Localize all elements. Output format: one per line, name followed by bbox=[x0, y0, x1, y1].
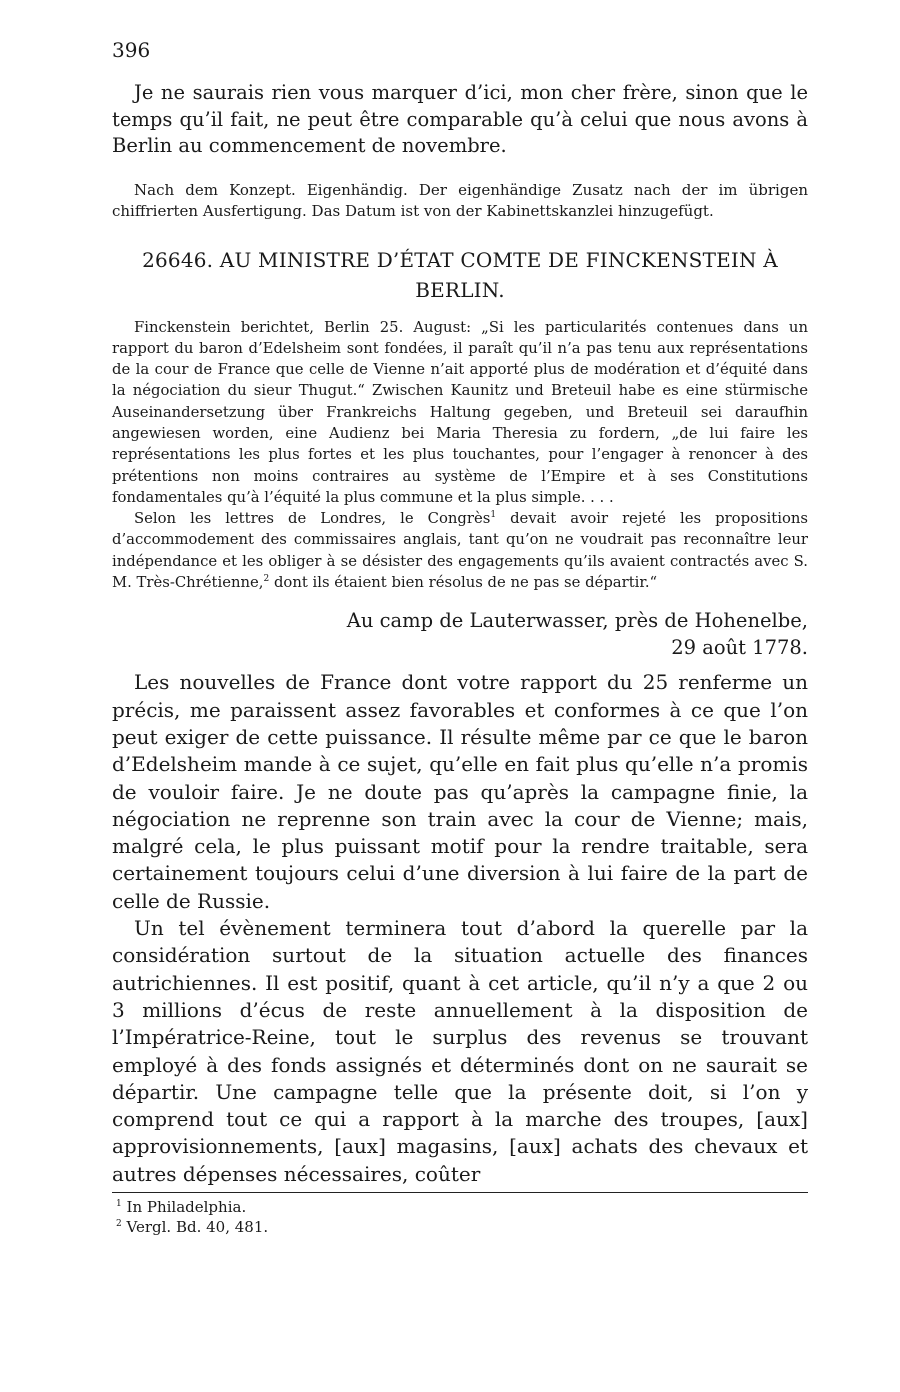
opening-paragraph: Je ne saurais rien vous marquer d’ici, mon cher frère, sinon que le temps qu’il fait, ne peut être comparable qu’à celui que nous avons à Berlin au commencement de novembre. bbox=[112, 81, 808, 157]
dateline-place: Au camp de Lauterwasser, près de Hohenelbe, bbox=[346, 609, 808, 633]
footnote-ref: 1 bbox=[490, 510, 497, 521]
summary-text: Selon les lettres de Londres, le Congrès bbox=[134, 510, 491, 528]
footnote-text: In Philadelphia. bbox=[126, 1198, 247, 1216]
footnote-mark: 2 bbox=[116, 1219, 122, 1229]
footnote-mark: 1 bbox=[116, 1199, 122, 1209]
summary-text: dont ils étaient bien résolus de ne pas se départir.“ bbox=[269, 574, 658, 592]
footnote bbox=[112, 1217, 808, 1237]
body-paragraph: Les nouvelles de France dont votre rapport du 25 renferme un précis, me paraissent assez favorables et conformes à ce que l’on peut exiger de cette puissance. Il résulte même par ce que le baron d’Edelsheim mande à ce sujet, qu’elle en fait plus qu’elle n’a promis de vouloir faire. Je ne doute pas qu’après la campagne finie, la négociation ne reprenne son train avec la cour de Vienne; mais, malgré cela, le plus puissant motif pour la rendre traitable, sera certainement toujours celui d’une diversion à lui faire de la part de celle de Russie. bbox=[112, 670, 808, 913]
footnote-ref: 2 bbox=[263, 574, 270, 585]
footnote-text: Vergl. Bd. 40, 481. bbox=[126, 1218, 269, 1236]
letter-heading: 26646. AU MINISTRE D’ÉTAT COMTE DE FINCKENSTEIN À BERLIN. bbox=[142, 247, 778, 302]
page-number: 396 bbox=[112, 38, 151, 62]
summary-text: devait avoir rejeté les propositions d’accommodement des commissaires anglais, tant qu’on ne voudrait pas reconnaître leur indépendance et les obliger à se désister des engagements qu’ils avaient contractés avec S. M. Très-Chrétienne, bbox=[112, 510, 808, 592]
dateline bbox=[112, 607, 808, 661]
body-paragraph: Un tel évènement terminera tout d’abord la querelle par la considération surtout de la situation actuelle des finances autrichiennes. Il est positif, quant à cet article, qu’il n’y a que 2 ou 3 millions d’écus de reste annuellement à la disposition de l’Impératrice-Reine, tout le surplus des revenus se trouvant employé à des fonds assignés et déterminés dont on ne saurait se départir. Une campagne telle que la présente doit, si l’on y comprend tout ce qui a rapport à la marche des troupes, [aux] approvisionnements, [aux] magasins, [aux] achats des chevaux et autres dépenses nécessaires, coûter bbox=[112, 916, 808, 1186]
dateline-date: 29 août 1778. bbox=[671, 636, 808, 660]
document-page bbox=[112, 38, 808, 1237]
footnote bbox=[112, 1197, 808, 1217]
source-note: Nach dem Konzept. Eigenhändig. Der eigenhändige Zusatz nach der im übrigen chiffrierten Ausfertigung. Das Datum ist von der Kabinettskanzlei hinzugefügt. bbox=[112, 180, 808, 220]
summary-paragraph: Finckenstein berichtet, Berlin 25. August: „Si les particularités contenues dans un rapport du baron d’Edelsheim sont fondées, il paraît qu’il n’a pas tenu aux représentations de la cour de France que celle de Vienne n’ait apporté plus de modération et d’équité dans la négociation du sieur Thugut.“ Zwischen Kaunitz und Breteuil habe es eine stürmische Auseinandersetzung über Frankreichs Haltung gegeben, und Breteuil sei daraufhin angewiesen worden, eine Audienz bei Maria Theresia zu fordern, „de lui faire les représentations les plus fortes et les plus touchantes, pour l’engager à renoncer à des prétentions non moins contraires au système de l’Empire et à ses Constitutions fondamentales qu’à l’équité la plus commune et la plus simple. . . . bbox=[112, 318, 808, 506]
footnotes bbox=[112, 1192, 808, 1237]
summary-paragraph bbox=[112, 508, 808, 593]
